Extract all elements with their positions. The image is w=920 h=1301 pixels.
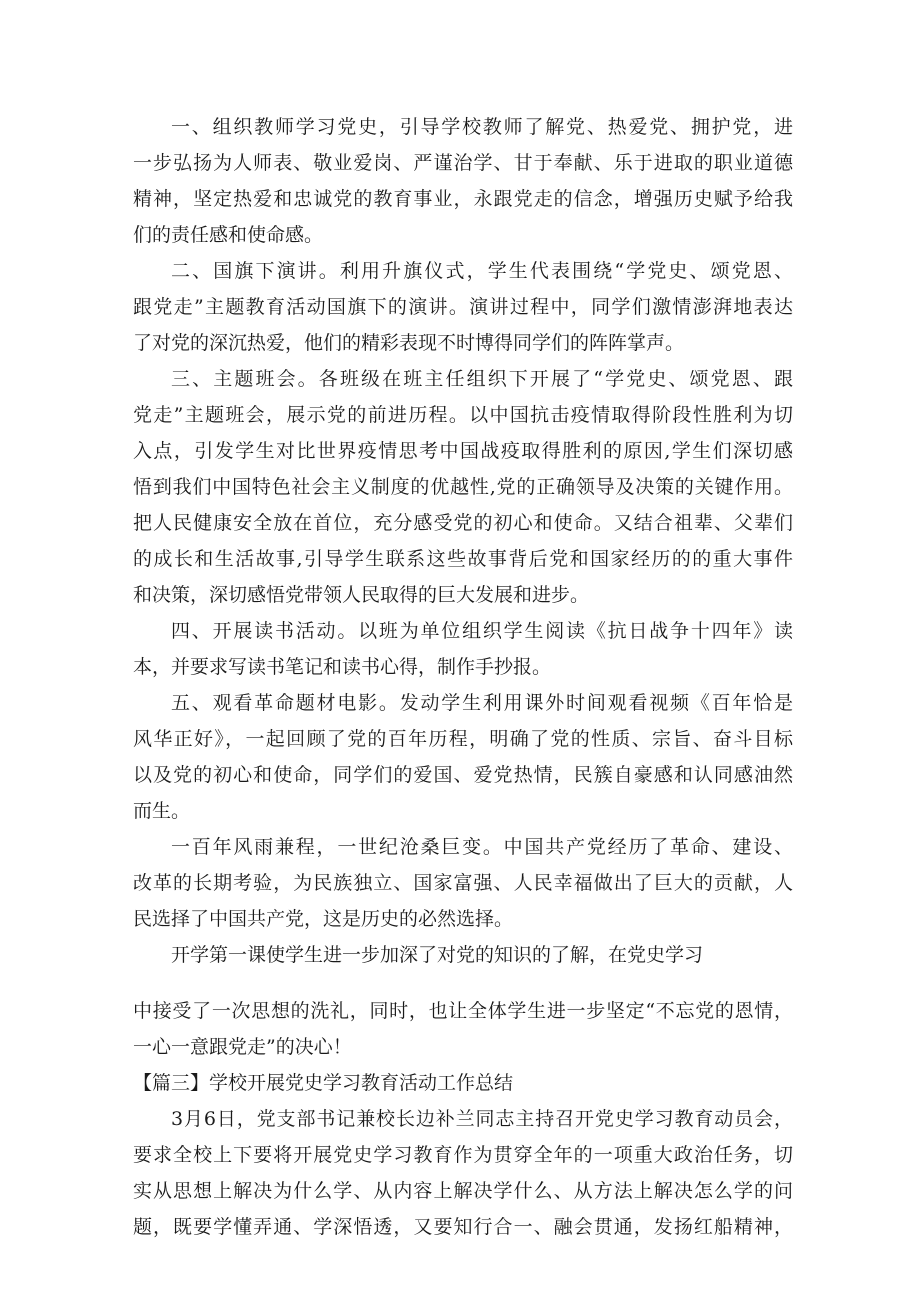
paragraph-line: 以及党的初心和使命，同学们的爱国、爱党热情，民簇自豪感和认同感油然 — [133, 764, 793, 786]
paragraph-line: 题，既要学懂弄通、学深悟透，又要知行合一、融会贯通，发扬红船精神， — [133, 1216, 793, 1238]
paragraph-line: 本，并要求写读书笔记和读书心得，制作手抄报。 — [133, 656, 552, 678]
paragraph-line: 党走”主题班会，展示党的前进历程。以中国抗击疫情取得阶段性胜利为切 — [133, 404, 793, 426]
paragraph-line: 风华正好》，一起回顾了党的百年历程，明确了党的性质、宗旨、奋斗目标 — [133, 728, 793, 750]
paragraph-line: 跟党走”主题教育活动国旗下的演讲。演讲过程中，同学们激情澎湃地表达 — [133, 296, 793, 318]
paragraph-line: 一心一意跟党走”的决心！ — [133, 1036, 352, 1058]
paragraph-line: 四、开展读书活动。以班为单位组织学生阅读《抗日战争十四年》读 — [171, 620, 793, 642]
paragraph-line: 三、主题班会。各班级在班主任组织下开展了“学党史、颂党恩、跟 — [171, 368, 793, 390]
paragraph-line: 悟到我们中国特色社会主义制度的优越性,党的正确领导及决策的关键作用。 — [133, 476, 793, 498]
paragraph-line: 入点，引发学生对比世界疫情思考中国战疫取得胜利的原因,学生们深切感 — [133, 440, 793, 462]
paragraph-line: 而生。 — [133, 800, 191, 822]
paragraph-line: 开学第一课使学生进一步加深了对党的知识的了解，在党史学习 — [171, 944, 704, 966]
paragraph-line: 3月6日，党支部书记兼校长边补兰同志主持召开党史学习教育动员会， — [171, 1108, 793, 1130]
paragraph-line: 了对党的深沉热爱，他们的精彩表现不时博得同学们的阵阵掌声。 — [133, 332, 685, 354]
paragraph-line: 一、组织教师学习党史，引导学校教师了解党、热爱党、拥护党，进 — [171, 116, 793, 138]
paragraph-line: 的成长和生活故事,引导学生联系这些故事背后党和国家经历的的重大事件 — [133, 548, 793, 570]
paragraph-line: 改革的长期考验，为民族独立、国家富强、人民幸福做出了巨大的贡献，人 — [133, 872, 793, 894]
paragraph-line: 五、观看革命题材电影。发动学生利用课外时间观看视频《百年恰是 — [171, 692, 793, 714]
paragraph-line: 们的责任感和使命感。 — [133, 224, 324, 246]
section-heading: 【篇三】学校开展党史学习教育活动工作总结 — [133, 1072, 514, 1094]
paragraph-line: 一步弘扬为人师表、敬业爱岗、严谨治学、甘于奉献、乐于进取的职业道德 — [133, 152, 793, 174]
paragraph-line: 二、国旗下演讲。利用升旗仪式，学生代表围绕“学党史、颂党恩、 — [171, 260, 793, 282]
paragraph-line: 民选择了中国共产党，这是历史的必然选择。 — [133, 908, 514, 930]
paragraph-line: 一百年风雨兼程，一世纪沧桑巨变。中国共产党经历了革命、建设、 — [171, 836, 793, 858]
paragraph-line: 中接受了一次思想的洗礼，同时，也让全体学生进一步坚定“不忘党的恩情， — [133, 1000, 793, 1022]
paragraph-line: 和决策，深切感悟党带领人民取得的巨大发展和进步。 — [133, 584, 590, 606]
paragraph-line: 要求全校上下要将开展党史学习教育作为贯穿全年的一项重大政治任务，切 — [133, 1144, 793, 1166]
paragraph-line: 实从思想上解决为什么学、从内容上解决学什么、从方法上解决怎么学的问 — [133, 1180, 793, 1202]
paragraph-line: 把人民健康安全放在首位，充分感受党的初心和使命。又结合祖辈、父辈们 — [133, 512, 793, 534]
paragraph-line: 精神，坚定热爱和忠诚党的教育事业，永跟党走的信念，增强历史赋予给我 — [133, 188, 793, 210]
